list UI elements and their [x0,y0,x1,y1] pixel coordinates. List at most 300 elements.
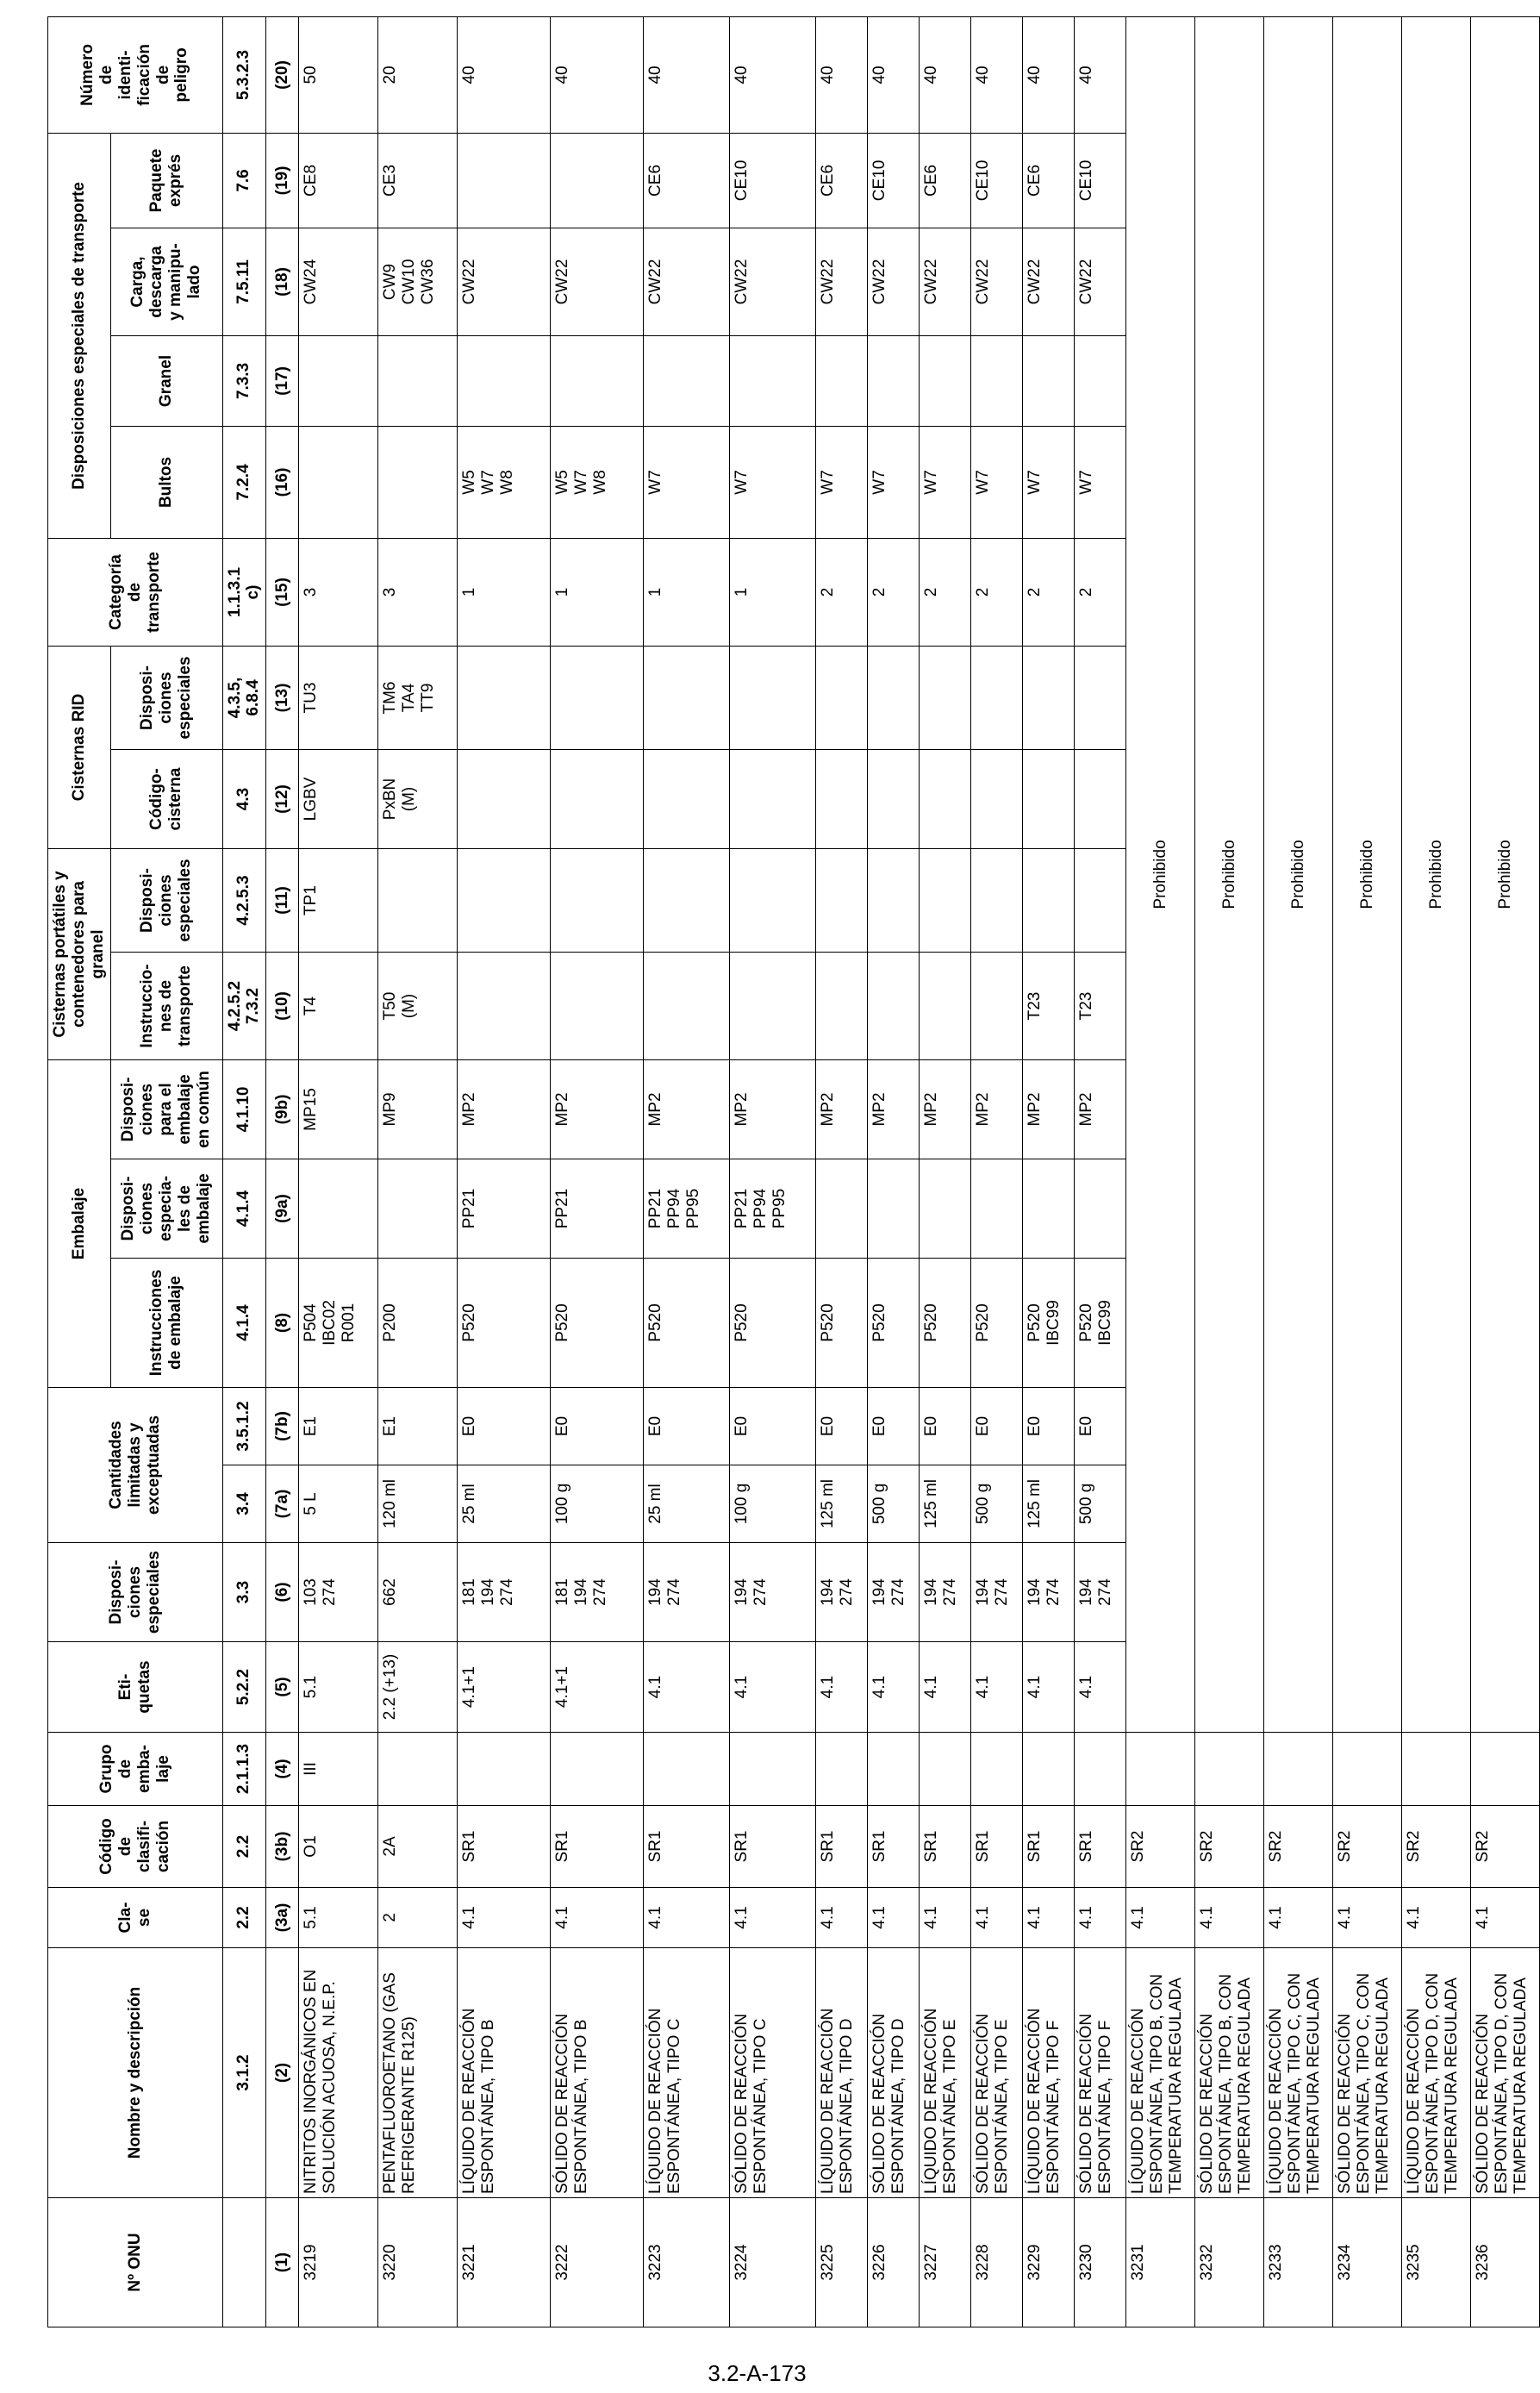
table-row [816,16,868,2327]
table-row [730,16,816,2327]
un-number-cell: 3236 [1471,2198,1540,2327]
idx-cell: (20) [266,16,299,133]
table-cell: W5 W7 W8 [551,426,644,538]
table-cell: 2 [816,538,868,646]
table-cell: 194 274 [644,1543,730,1642]
table-cell [1023,1733,1075,1806]
table-cell: P520 [816,1259,868,1388]
table-row-prohibited [1333,16,1402,2327]
table-cell: 1 [730,538,816,646]
table-cell: MP9 [378,1060,458,1159]
ref-cell: 4.2.5.3 [222,849,266,953]
table-cell: SR2 [1402,1806,1471,1888]
table-cell: 25 ml [644,1465,730,1543]
un-number-cell: 3224 [730,2198,816,2327]
dangerous-goods-table [47,16,1540,2327]
table-cell [458,849,551,953]
table-cell: W7 [1075,426,1126,538]
header-express: Paquete exprés [110,133,222,228]
table-cell: 4.1 [920,1888,971,1948]
table-cell: 4.1 [458,1888,551,1948]
table-body [222,16,1540,2327]
table-cell: 4.1 [1075,1888,1126,1948]
table-cell: CE6 [816,133,868,228]
table-cell [551,750,644,849]
table-cell: SR1 [644,1806,730,1888]
table-cell: SR2 [1195,1806,1264,1888]
name-cell: SÓLIDO DE REACCIÓN ESPONTÁNEA, TIPO F [1075,1948,1126,2198]
table-cell: 3 [299,538,378,646]
table-cell: CW22 [971,228,1023,335]
table-cell: 103 274 [299,1543,378,1642]
name-cell: LÍQUIDO DE REACCIÓN ESPONTÁNEA, TIPO B [458,1948,551,2198]
header-packaging: Embalaje [48,1060,111,1388]
idx-cell: (8) [266,1259,299,1388]
packing-group-cell [1402,1733,1471,1806]
idx-cell: (17) [266,335,299,426]
table-cell [378,335,458,426]
idx-cell: (18) [266,228,299,335]
table-cell: E1 [299,1388,378,1465]
table-cell: 120 ml [378,1465,458,1543]
table-cell [920,1733,971,1806]
header-special-transport: Disposiciones especiales de transporte [48,133,111,538]
table-cell: 2.2 (+13) [378,1642,458,1733]
table-cell: SR1 [458,1806,551,1888]
rotated-table-page [47,17,1530,2327]
table-cell: SR1 [816,1806,868,1888]
table-cell [644,646,730,749]
un-number-cell: 3234 [1333,2198,1402,2327]
header-special-provisions: Disposi- ciones especiales [48,1543,223,1642]
table-cell [971,750,1023,849]
table-cell: 2 [1023,538,1075,646]
table-cell: MP2 [816,1060,868,1159]
table-cell [730,849,816,953]
header-tank-instructions: Instruccio- nes de transporte [110,953,222,1060]
table-cell [1023,750,1075,849]
table-cell: SR1 [920,1806,971,1888]
table-cell: 40 [730,16,816,133]
table-cell: P520 [458,1259,551,1388]
ref-cell: 2.1.1.3 [222,1733,266,1806]
table-cell: MP2 [920,1060,971,1159]
name-cell: LÍQUIDO DE REACCIÓN ESPONTÁNEA, TIPO E [920,1948,971,2198]
name-cell: PENTAFLUOROETANO (GAS REFRIGERANTE R125) [378,1948,458,2198]
header-limited-quantities: Cantidades limitadas y exceptuadas [48,1388,223,1543]
table-cell: CE10 [730,133,816,228]
table-cell: W7 [644,426,730,538]
table-cell: CW9 CW10 CW36 [378,228,458,335]
table-cell [971,1159,1023,1259]
table-cell: P520 IBC99 [1023,1259,1075,1388]
table-cell: PP21 [458,1159,551,1259]
header-rid-special: Disposi- ciones especiales [110,646,222,749]
table-cell [1075,750,1126,849]
idx-cell: (9a) [266,1159,299,1259]
table-cell: 2 [868,538,920,646]
table-cell [730,646,816,749]
table-cell: CW22 [816,228,868,335]
ref-cell: 2.2 [222,1806,266,1888]
table-cell: P520 [551,1259,644,1388]
header-un-no: Nº ONU [48,2198,223,2327]
table-cell [378,1159,458,1259]
packing-group-cell [1195,1733,1264,1806]
table-cell [971,953,1023,1060]
table-cell [378,1733,458,1806]
ref-cell: 1.1.3.1 c) [222,538,266,646]
table-cell: 500 g [868,1465,920,1543]
header-hazard-id: Número de identi- ficación de peligro [48,16,223,133]
name-cell: NITRITOS INORGÁNICOS EN SOLUCIÓN ACUOSA, N.E.P. [299,1948,378,2198]
table-cell: CE6 [920,133,971,228]
table-row [971,16,1023,2327]
table-cell: 4.1 [971,1888,1023,1948]
table-cell [971,849,1023,953]
table-cell [644,1733,730,1806]
table-cell: CW22 [551,228,644,335]
table-cell [458,953,551,1060]
table-cell: P520 [868,1259,920,1388]
table-cell [458,133,551,228]
table-row [1075,16,1126,2327]
table-cell [920,1159,971,1259]
table-cell: 4.1 [644,1642,730,1733]
table-cell: P520 [730,1259,816,1388]
name-cell: SÓLIDO DE REACCIÓN ESPONTÁNEA, TIPO C, CON TEMPERATURA REGULADA [1333,1948,1402,2198]
table-cell: CW22 [644,228,730,335]
table-cell [644,750,730,849]
table-cell [299,1159,378,1259]
table-cell: CE10 [1075,133,1126,228]
column-index-row [266,16,299,2327]
table-cell [868,750,920,849]
packing-group-cell [1471,1733,1540,1806]
table-cell [458,335,551,426]
table-cell: 2A [378,1806,458,1888]
ref-cell: 4.2.5.2 7.3.2 [222,953,266,1060]
table-cell [971,646,1023,749]
header-bulk: Granel [110,335,222,426]
table-cell: E1 [378,1388,458,1465]
table-cell: 25 ml [458,1465,551,1543]
header-name: Nombre y descripción [48,1948,223,2198]
idx-cell: (19) [266,133,299,228]
ref-cell: 2.2 [222,1888,266,1948]
table-cell: TU3 [299,646,378,749]
table-cell: 4.1 [816,1642,868,1733]
table-cell: W7 [868,426,920,538]
table-cell: 194 274 [920,1543,971,1642]
name-cell: SÓLIDO DE REACCIÓN ESPONTÁNEA, TIPO B, CON TEMPERATURA REGULADA [1195,1948,1264,2198]
un-number-cell: 3232 [1195,2198,1264,2327]
header-class-code: Código de clasifi- cación [48,1806,223,1888]
table-cell: CW22 [1023,228,1075,335]
table-cell: CE6 [1023,133,1075,228]
table-cell: E0 [551,1388,644,1465]
table-cell: 40 [551,16,644,133]
table-cell: 125 ml [816,1465,868,1543]
table-cell: 194 274 [1023,1543,1075,1642]
table-cell: E0 [868,1388,920,1465]
table-cell [551,133,644,228]
idx-cell: (7b) [266,1388,299,1465]
table-cell: 5 L [299,1465,378,1543]
table-cell: 4.1 [1333,1888,1402,1948]
name-cell: LÍQUIDO DE REACCIÓN ESPONTÁNEA, TIPO F [1023,1948,1075,2198]
idx-cell: (13) [266,646,299,749]
table-cell: 500 g [971,1465,1023,1543]
table-cell [1023,1159,1075,1259]
table-cell: SR2 [1126,1806,1195,1888]
table-cell: E0 [920,1388,971,1465]
header-labels: Eti- quetas [48,1642,223,1733]
prohibited-cell: Prohibido [1126,16,1195,1732]
table-cell [920,849,971,953]
header-special-packing: Disposi- ciones especia- les de embalaje [110,1159,222,1259]
table-cell: T23 [1075,953,1126,1060]
table-cell [458,750,551,849]
table-cell: 1 [551,538,644,646]
table-cell [868,953,920,1060]
name-cell: SÓLIDO DE REACCIÓN ESPONTÁNEA, TIPO E [971,1948,1023,2198]
table-cell [551,953,644,1060]
table-cell [730,1733,816,1806]
table-cell: 1 [458,538,551,646]
table-cell: PP21 [551,1159,644,1259]
table-cell: T4 [299,953,378,1060]
table-cell: 125 ml [1023,1465,1075,1543]
table-cell: 40 [868,16,920,133]
table-cell: 4.1 [1471,1888,1540,1948]
un-number-cell: 3220 [378,2198,458,2327]
table-cell: P520 IBC99 [1075,1259,1126,1388]
ref-cell: 4.3 [222,750,266,849]
table-cell [868,1733,920,1806]
table-cell: SR1 [868,1806,920,1888]
table-cell: 40 [644,16,730,133]
header-packing-group: Grupo de emba- laje [48,1733,223,1806]
un-number-cell: 3223 [644,2198,730,2327]
table-cell: MP2 [1023,1060,1075,1159]
prohibited-cell: Prohibido [1333,16,1402,1732]
table-cell: SR1 [730,1806,816,1888]
table-cell: III [299,1733,378,1806]
table-cell: W7 [1023,426,1075,538]
table-cell: MP2 [458,1060,551,1159]
idx-cell: (10) [266,953,299,1060]
table-cell: 181 194 274 [458,1543,551,1642]
table-cell: 4.1 [816,1888,868,1948]
ref-cell: 5.2.2 [222,1642,266,1733]
table-cell: 4.1 [920,1642,971,1733]
table-cell [644,849,730,953]
ref-cell [222,2198,266,2327]
table-row-prohibited [1126,16,1195,2327]
table-cell [920,750,971,849]
table-cell: E0 [816,1388,868,1465]
table-cell: 194 274 [868,1543,920,1642]
idx-cell: (1) [266,2198,299,2327]
table-cell: MP2 [971,1060,1023,1159]
table-cell: 4.1 [730,1642,816,1733]
table-cell: 125 ml [920,1465,971,1543]
table-cell: SR1 [551,1806,644,1888]
idx-cell: (16) [266,426,299,538]
table-cell: TM6 TA4 TT9 [378,646,458,749]
header-loading: Carga, descarga y manipu- lado [110,228,222,335]
table-cell [551,646,644,749]
table-cell: 40 [816,16,868,133]
header-portable-tanks: Cisternas portátiles y contenedores para granel [48,849,111,1060]
prohibited-cell: Prohibido [1402,16,1471,1732]
ref-cell: 7.5.11 [222,228,266,335]
table-cell: SR1 [1075,1806,1126,1888]
table-cell: CE6 [644,133,730,228]
table-cell [299,335,378,426]
table-cell [1023,849,1075,953]
table-cell: 40 [920,16,971,133]
table-cell: 4.1+1 [458,1642,551,1733]
idx-cell: (7a) [266,1465,299,1543]
ref-cell: 3.3 [222,1543,266,1642]
table-cell: CE10 [868,133,920,228]
table-cell: 4.1 [1402,1888,1471,1948]
ref-cell: 4.3.5, 6.8.4 [222,646,266,749]
table-cell [1075,1733,1126,1806]
idx-cell: (3a) [266,1888,299,1948]
table-cell [816,849,868,953]
table-cell: T23 [1023,953,1075,1060]
table-cell: 1 [644,538,730,646]
table-cell: P520 [920,1259,971,1388]
un-number-cell: 3222 [551,2198,644,2327]
idx-cell: (2) [266,1948,299,2198]
table-row [868,16,920,2327]
table-cell: CE10 [971,133,1023,228]
table-cell: 4.1 [868,1642,920,1733]
un-number-cell: 3228 [971,2198,1023,2327]
table-cell: E0 [730,1388,816,1465]
name-cell: SÓLIDO DE REACCIÓN ESPONTÁNEA, TIPO D [868,1948,920,2198]
table-cell: P520 [644,1259,730,1388]
name-cell: LÍQUIDO DE REACCIÓN ESPONTÁNEA, TIPO D, CON TEMPERATURA REGULADA [1402,1948,1471,2198]
table-cell: E0 [644,1388,730,1465]
ref-cell: 4.1.10 [222,1060,266,1159]
table-cell [1075,1159,1126,1259]
prohibited-cell: Prohibido [1195,16,1264,1732]
header-mixed-packing: Disposi- ciones para el embalaje en común [110,1060,222,1159]
table-row-prohibited [1402,16,1471,2327]
packing-group-cell [1264,1733,1333,1806]
table-cell [971,1733,1023,1806]
ref-cell: 3.4 [222,1465,266,1543]
table-cell: 4.1 [644,1888,730,1948]
table-cell [378,849,458,953]
table-cell: O1 [299,1806,378,1888]
page-number: 3.2-A-173 [708,2360,807,2386]
idx-cell: (15) [266,538,299,646]
table-cell: E0 [1023,1388,1075,1465]
table-cell: CE8 [299,133,378,228]
table-row [1023,16,1075,2327]
table-cell: 3 [378,538,458,646]
table-cell: 5.1 [299,1642,378,1733]
table-cell: 500 g [1075,1465,1126,1543]
header-packing-instructions: Instrucciones de embalaje [110,1259,222,1388]
table-cell: 194 274 [1075,1543,1126,1642]
table-cell [1075,646,1126,749]
idx-cell: (9b) [266,1060,299,1159]
table-cell: 5.1 [299,1888,378,1948]
header-tank-special: Disposi- ciones especiales [110,849,222,953]
table-cell: 100 g [551,1465,644,1543]
table-row [299,16,378,2327]
ref-cell: 7.3.3 [222,335,266,426]
table-cell: 2 [1075,538,1126,646]
un-number-cell: 3221 [458,2198,551,2327]
un-number-cell: 3235 [1402,2198,1471,2327]
header-transport-category: Categoría de transporte [48,538,223,646]
table-cell: 194 274 [971,1543,1023,1642]
header-rid-tanks: Cisternas RID [48,646,111,848]
idx-cell: (12) [266,750,299,849]
table-cell [816,750,868,849]
packing-group-cell [1126,1733,1195,1806]
table-cell: 4.1 [551,1888,644,1948]
ref-cell: 7.2.4 [222,426,266,538]
table-cell [816,646,868,749]
table-cell: 4.1 [971,1642,1023,1733]
table-cell: 662 [378,1543,458,1642]
table-cell [868,646,920,749]
idx-cell: (6) [266,1543,299,1642]
table-cell [458,646,551,749]
table-cell: E0 [458,1388,551,1465]
un-number-cell: 3226 [868,2198,920,2327]
table-cell [551,335,644,426]
table-cell: MP2 [868,1060,920,1159]
table-cell: 40 [1075,16,1126,133]
table-cell: 2 [378,1888,458,1948]
table-cell [868,335,920,426]
table-cell: MP2 [644,1060,730,1159]
ref-cell: 7.6 [222,133,266,228]
table-cell: 194 274 [730,1543,816,1642]
table-cell: SR1 [971,1806,1023,1888]
table-row-prohibited [1471,16,1540,2327]
table-cell [920,335,971,426]
name-cell: SÓLIDO DE REACCIÓN ESPONTÁNEA, TIPO C [730,1948,816,2198]
header-tank-code: Código- cisterna [110,750,222,849]
table-row [458,16,551,2327]
table-cell [551,1733,644,1806]
table-cell [644,335,730,426]
header-class: Cla- se [48,1888,223,1948]
table-cell: PP21 PP94 PP95 [730,1159,816,1259]
ref-cell: 5.3.2.3 [222,16,266,133]
table-cell: 40 [1023,16,1075,133]
table-cell: PxBN (M) [378,750,458,849]
table-row-prohibited [1195,16,1264,2327]
table-cell: MP2 [730,1060,816,1159]
table-cell: T50 (M) [378,953,458,1060]
table-cell [1075,335,1126,426]
table-cell: W7 [816,426,868,538]
table-cell [868,1159,920,1259]
table-cell: SR2 [1333,1806,1402,1888]
